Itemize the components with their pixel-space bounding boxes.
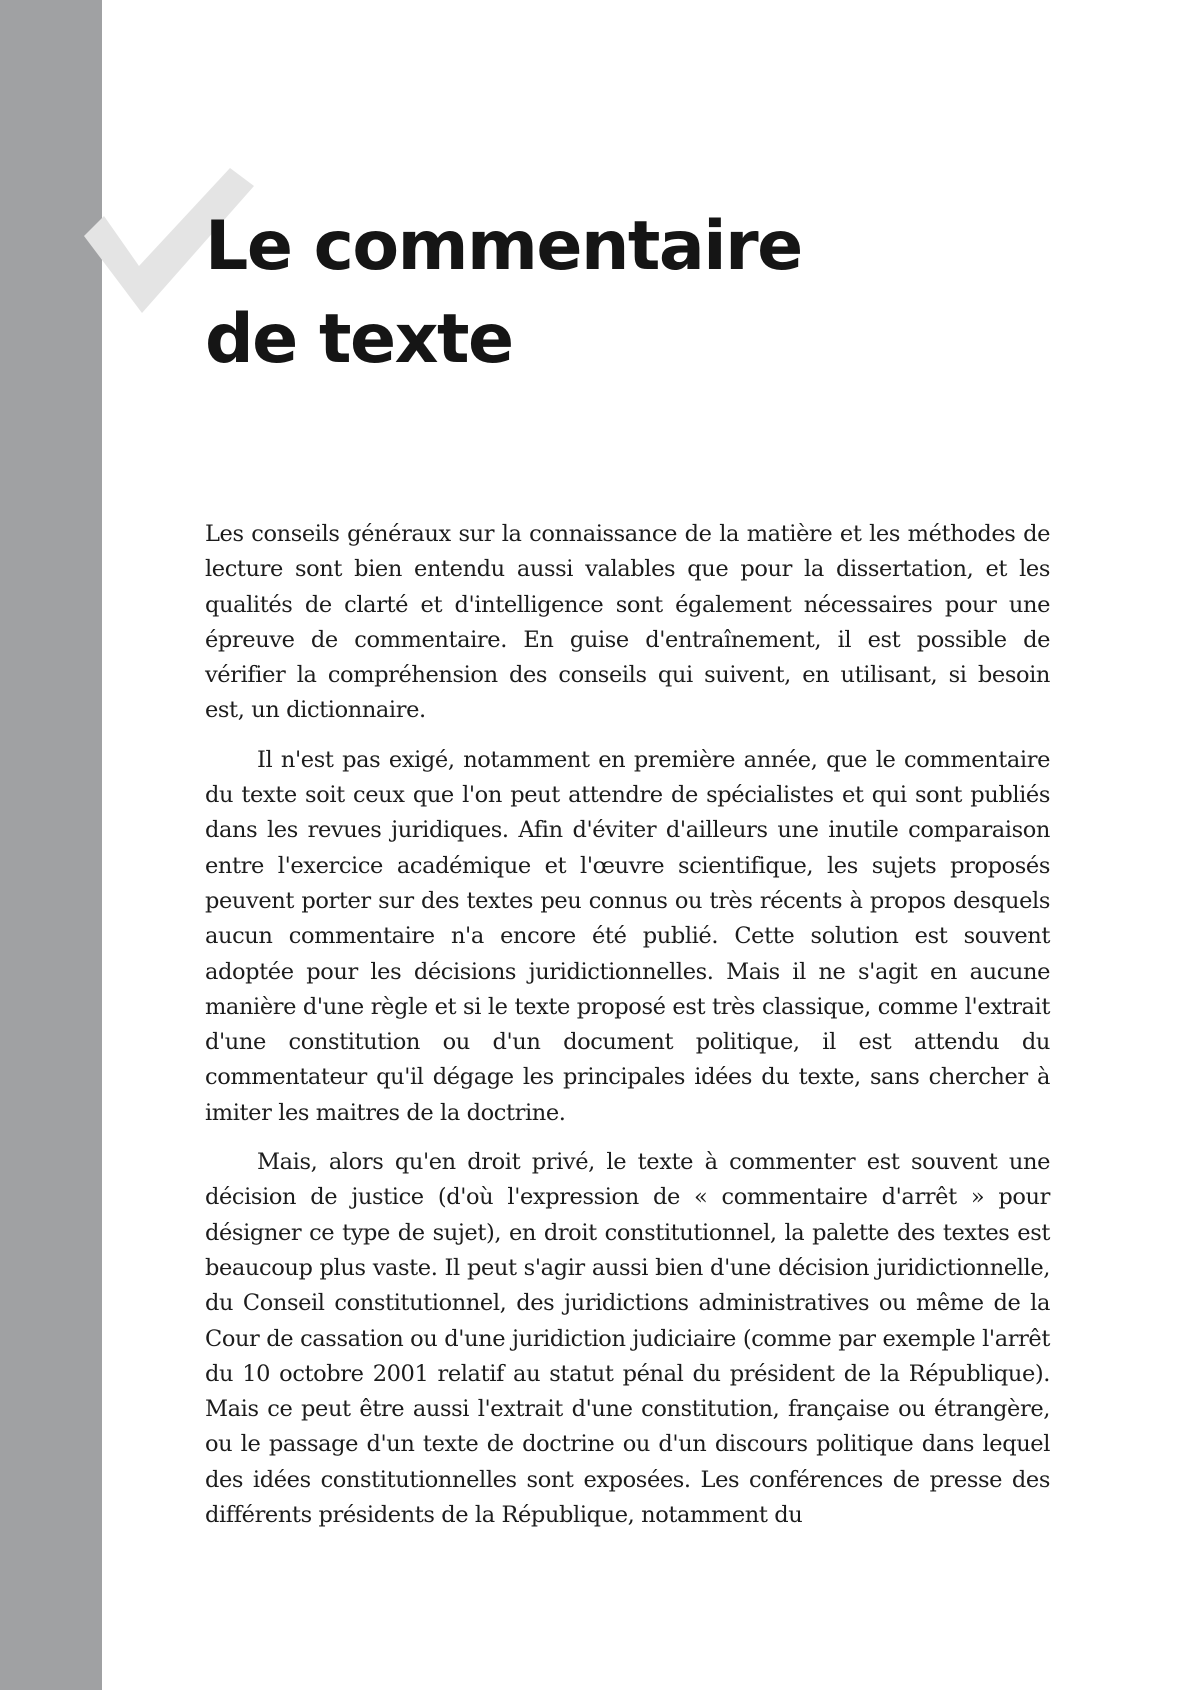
- paragraph-1: Les conseils généraux sur la connaissance de la matière et les méthodes de lecture sont bien entendu aussi valables que pour la dissertation, et les qualités de clarté et d'intelligence sont également nécessaires pour une épreuve de commentaire. En guise d'entraînement, il est possible de vérifier la compréhension des conseils qui suivent, en utilisant, si besoin est, un dictionnaire.: [205, 521, 1050, 724]
- chapter-title-line-2: de texte: [205, 300, 513, 379]
- paragraph-3: Mais, alors qu'en droit privé, le texte à commenter est souvent une décision de justice (d'où l'expression de « commentaire d'arrêt » pour désigner ce type de sujet), en droit constitutionnel, la palette des textes est beaucoup plus vaste. Il peut s'agir aussi bien d'une décision juridictionnelle, du Conseil constitutionnel, des juridictions administratives ou même de la Cour de cassation ou d'une juridiction judiciaire (comme par exemple l'arrêt du 10 octobre 2001 relatif au statut pénal du président de la République). Mais ce peut être aussi l'extrait d'une constitution, française ou étrangère, ou le passage d'un texte de doctrine ou d'un discours politique dans lequel des idées constitutionnelles sont exposées. Les conférences de presse des différents présidents de la République, notamment du: [205, 1149, 1050, 1529]
- paragraph-2: Il n'est pas exigé, notamment en première année, que le commentaire du texte soit ceux que l'on peut attendre de spécialistes et qui sont publiés dans les revues juridiques. Afin d'éviter d'ailleurs une inutile comparaison entre l'exercice académique et l'œuvre scientifique, les sujets proposés peuvent porter sur des textes peu connus ou très récents à propos desquels aucun commentaire n'a encore été publié. Cette solution est souvent adoptée pour les décisions juridictionnelles. Mais il ne s'agit en aucune manière d'une règle et si le texte proposé est très classique, comme l'extrait d'une constitution ou d'un document politique, il est attendu du commentateur qu'il dégage les principales idées du texte, sans chercher à imiter les maitres de la doctrine.: [205, 746, 1050, 1126]
- body-text: [205, 517, 1050, 1547]
- chapter-title: [205, 200, 1105, 386]
- chapter-title-line-1: Le commentaire: [205, 207, 802, 286]
